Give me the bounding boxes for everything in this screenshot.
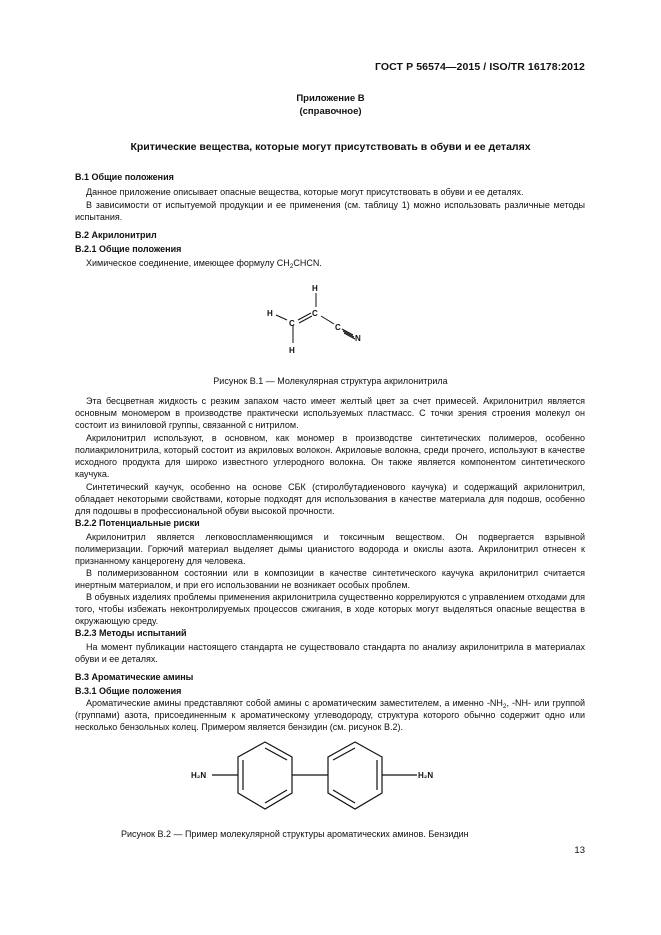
figure-b2-caption: Рисунок В.2 — Пример молекулярной структуры ароматических аминов. Бензидин [121,829,469,839]
section-b1-paragraph-1: Данное приложение описывает опасные вещества, которые могут присутствовать в обуви и ее деталях. [86,187,524,197]
section-b23-heading: В.2.3 Методы испытаний [75,628,187,638]
atom-n: N [355,334,361,343]
atom-h-bottom: H [289,346,295,355]
atom-c3: C [335,323,341,332]
amines-text-part-1: Ароматические амины представляют собой амины с ароматическим заместителем, а именно -NH [86,698,503,708]
section-b21-paragraph-1: Эта бесцветная жидкость с резким запахом часто имеет желтый цвет за счет примесей. Акрилонитрил является основным мономером в производстве практически используемых пластмасс. С точки зрения строения молекул он состоит из виниловой группы, связанной с нитрилом. [75,396,585,431]
benzene-ring-left [238,742,292,809]
section-b1-heading: В.1 Общие положения [75,172,174,182]
section-b22-paragraph-3: В обувных изделиях проблемы применения акрилонитрила существенно коррелируются с управлением отходами для того, чтобы избежать неконтролируемых процессов сжигания, в ходе которых могут выделяться опасные вещества в окружающую среду. [75,592,585,627]
page-number: 13 [574,845,585,856]
section-b31-paragraph [75,697,585,733]
left-amine-group: H₂N [191,771,207,780]
document-title: Критические вещества, которые могут присутствовать в обуви и ее деталях [130,141,531,153]
right-ring-inner-bond-1 [333,748,355,760]
triple-bond-line-3 [344,333,355,339]
bond-c2-c3 [321,316,334,324]
section-b21-heading: В.2.1 Общие положения [75,244,182,254]
section-b2-heading: В.2 Акрилонитрил [75,230,157,240]
atom-h-left: H [267,309,273,318]
bond-h-c1 [276,315,287,320]
appendix-title: Приложение В [296,93,365,104]
amines-subscript: 2 [502,703,507,710]
benzene-ring-right [328,742,382,809]
acrylonitrile-structure-diagram [255,278,375,360]
appendix-heading [0,92,661,118]
formula-suffix: CHCN. [293,258,322,268]
left-ring-inner-bond-1 [265,748,287,760]
atom-c1: C [289,319,295,328]
triple-bond-line-1 [342,329,353,335]
triple-bond-line-2 [343,331,354,337]
section-b21-paragraph-2: Акрилонитрил используют, в основном, как мономер в производстве синтетических полимеров, особенно полиакрилонитрила, который состоит из акриловых волокон. Акриловые волокна, среди прочего, используют в качестве исходного продукта для широко известного углеродного волокна. Он также является компонентом синтетического каучука. [75,433,585,480]
section-b22-paragraph-2: В полимеризованном состоянии или в композиции в качестве синтетического каучука акрилонитрил считается инертным материалом, и при его использовании не возникает особых проблем. [75,568,585,591]
section-b23-paragraph: На момент публикации настоящего стандарта не существовало стандарта по анализу акрилонитрила в материалах обуви и ее деталях. [75,642,585,665]
atom-h-top: H [312,284,318,293]
double-bond-line-2 [299,316,312,323]
amines-text-part-2: , -NH- или группой (группами) азота, присоединенным к ароматическому углеводороду, структура которого обычно содержит одно или несколько бензольных колец. Примером является бензидин (см. рисунок В.2). [75,698,585,733]
section-b31-heading: В.3.1 Общие положения [75,686,182,696]
figure-b1-caption: Рисунок В.1 — Молекулярная структура акрилонитрила [213,376,448,386]
section-b22-heading: В.2.2 Потенциальные риски [75,518,200,528]
document-header: ГОСТ Р 56574—2015 / ISO/TR 16178:2012 [374,61,585,73]
section-b1-paragraph-2: В зависимости от испытуемой продукции и ее применения (см. таблицу 1) можно использовать различные методы испытания. [75,200,585,223]
atom-c2: C [312,309,318,318]
benzidine-structure-diagram [185,740,455,816]
section-b21-paragraph-3: Синтетический каучук, особенно на основе СБК (стиролбутадиенового каучука) и содержащий акрилонитрил, обладает некоторыми свойствами, которые подходят для использования в качестве материала для подошв, особенно для подошвы в профессиональной обуви высокой прочности. [75,482,585,517]
formula-subscript: 2 [289,263,294,270]
section-b3-heading: В.3 Ароматические амины [75,672,194,682]
formula-paragraph [75,257,585,269]
formula-prefix: Химическое соединение, имеющее формулу CH [86,258,290,268]
double-bond-line-1 [298,313,311,320]
right-ring-inner-bond-3 [333,790,355,803]
appendix-subtitle: (справочное) [299,106,362,117]
section-b22-paragraph-1: Акрилонитрил является легковоспламеняющимся и токсичным веществом. Он подвергается взрывной полимеризации. Горючий материал выделяет дымы цианистого водорода и окислы азота. Акрилонитрил отнесен к признанному канцерогену для человека. [75,532,585,567]
right-amine-group: H₂N [418,771,434,780]
left-ring-inner-bond-2 [265,790,287,803]
